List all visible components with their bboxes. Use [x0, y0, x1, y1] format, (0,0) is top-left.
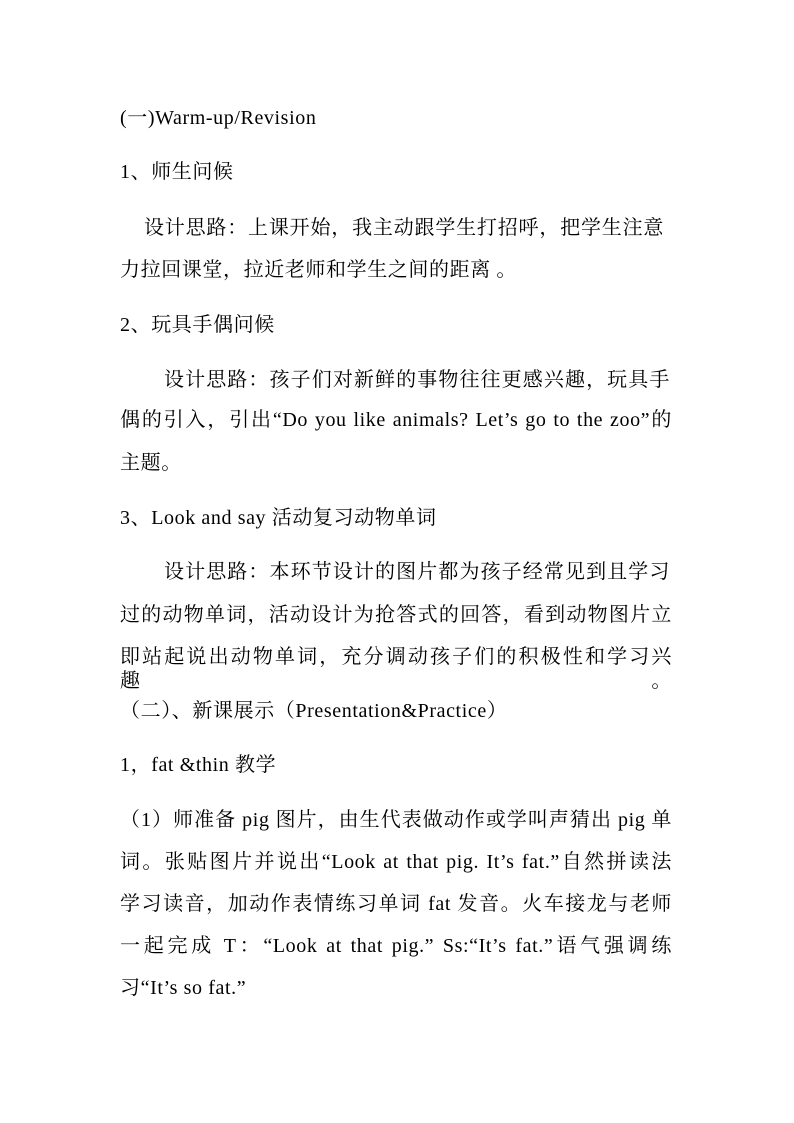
paragraph-line: 主题。 [120, 452, 182, 474]
item-heading-look-and-say: 3、Look and say 活动复习动物单词 [120, 507, 437, 529]
paragraph-line: 设计思路：本环节设计的图片都为孩子经常见到且学习 [164, 561, 670, 583]
paragraph-line: 一起完成 T：“Look at that pig.” Ss:“It’s fat.”语气强调练 [120, 935, 672, 957]
paragraph-line: 词。张贴图片并说出“Look at that pig. It’s fat.”自然拼读法 [120, 851, 672, 873]
item-heading-puppet: 2、玩具手偶问候 [120, 314, 275, 336]
paragraph-line: 即站起说出动物单词，充分调动孩子们的积极性和学习兴趣。 [120, 646, 672, 692]
paragraph-line: 过的动物单词，活动设计为抢答式的回答，看到动物图片立 [120, 604, 672, 626]
item-heading-fat-thin: 1，fat &thin 教学 [120, 754, 277, 776]
section-heading-presentation: （二）、新课展示（Presentation&Practice） [120, 700, 508, 722]
paragraph-line: 偶的引入，引出“Do you like animals? Let’s go to the zoo”的 [120, 409, 672, 431]
section-heading-warmup: (一)Warm-up/Revision [120, 107, 317, 129]
paragraph-line: 学习读音，加动作表情练习单词 fat 发音。火车接龙与老师 [120, 893, 672, 915]
paragraph-line: 习“It’s so fat.” [120, 977, 247, 999]
paragraph-line: （1）师准备 pig 图片，由生代表做动作或学叫声猜出 pig 单 [120, 809, 672, 831]
paragraph-line: 设计思路：孩子们对新鲜的事物往往更感兴趣，玩具手 [164, 369, 670, 391]
paragraph-line: 力拉回课堂，拉近老师和学生之间的距离 。 [120, 259, 517, 281]
item-heading-greeting: 1、师生问候 [120, 161, 234, 183]
paragraph-line: 设计思路：上课开始，我主动跟学生打招呼，把学生注意 [144, 217, 664, 239]
